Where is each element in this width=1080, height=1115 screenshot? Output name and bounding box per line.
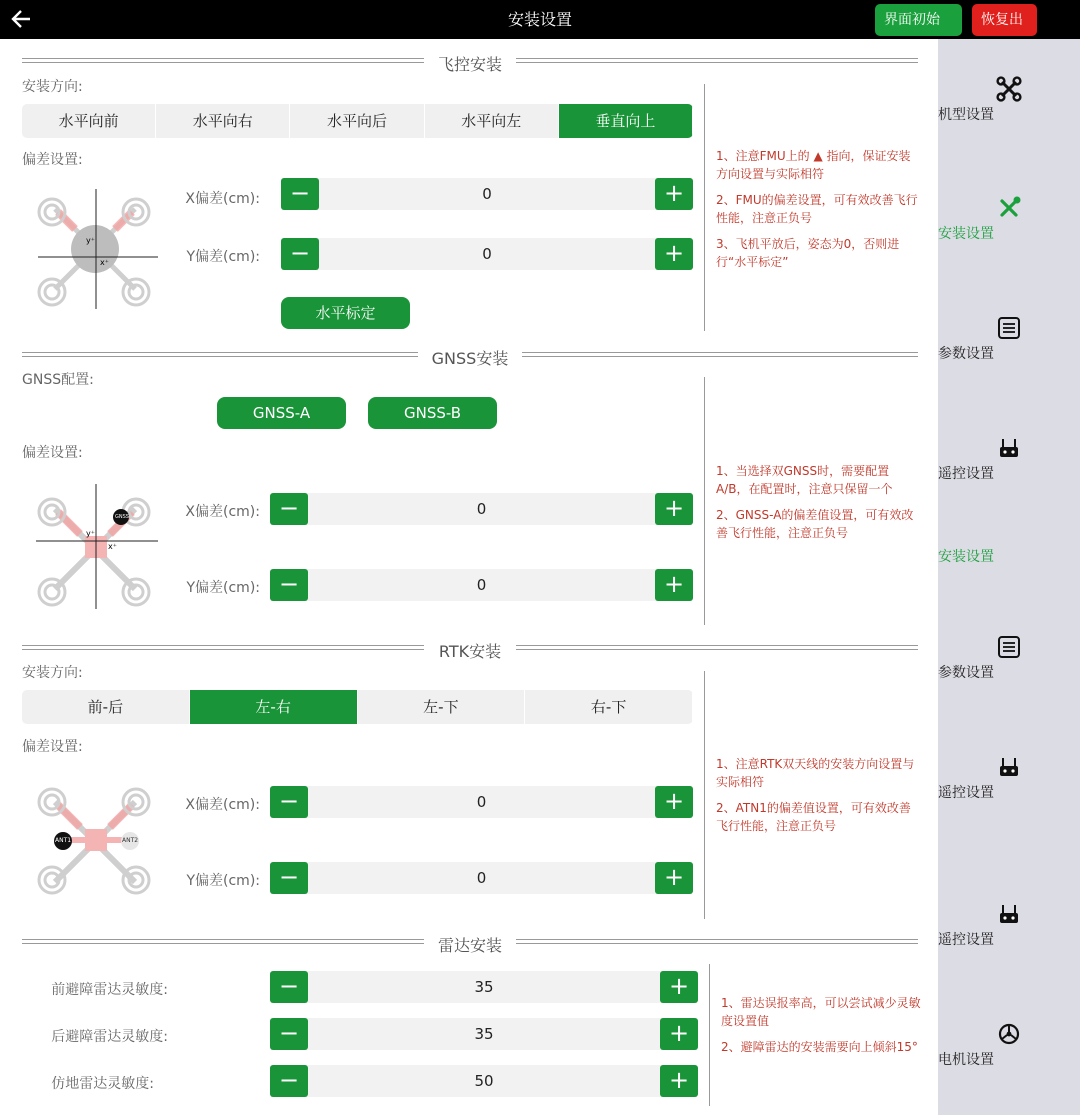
front-radar-sensitivity-label: 前避障雷达灵敏度: [51,982,168,998]
offset-label: 偏差设置: [22,739,83,755]
fc-x-offset-value[interactable]: 0 [482,185,492,203]
sliders-icon [996,315,1022,341]
sidebar-item-label: 安装设置 [938,549,994,565]
fc-dir-option[interactable]: 水平向后 [290,104,424,138]
note-item: 1、当选择双GNSS时，需要配置A/B，在配置时，注意只保留一个 [716,464,893,496]
gnss-antenna-label: GNSS [115,514,129,520]
note-item: 1、雷达误报率高，可以尝试减少灵敏度设置值 [721,996,921,1028]
sidebar-item-label: 遥控设置 [938,932,994,948]
sidebar-item-label: 参数设置 [938,346,994,362]
y-offset-label: Y偏差(cm): [186,249,260,265]
fc-dir-option[interactable]: 水平向前 [22,104,156,138]
sidebar-item-params[interactable] [938,315,1080,375]
increment-button[interactable]: + [655,178,693,210]
ant1-label: ANT1 [55,837,72,844]
divider [704,671,705,919]
section-title: RTK安装 [438,642,502,661]
install-direction-label: 安装方向: [22,665,83,681]
y-offset-label: Y偏差(cm): [186,873,260,889]
increment-button[interactable]: + [655,569,693,601]
fc-notes [716,147,920,279]
divider [704,377,705,625]
rtk-y-offset-stepper [270,862,693,894]
horizontal-calibration-button[interactable]: 水平标定 [281,297,410,329]
terrain-radar-sensitivity-label: 仿地雷达灵敏度: [51,1076,154,1092]
sidebar-item-remote-3[interactable] [938,901,1080,961]
motor-icon [996,1021,1022,1047]
divider [704,84,705,331]
rear-radar-stepper [270,1018,698,1050]
main-content [0,39,938,1115]
decrement-button[interactable]: − [270,1018,308,1050]
rear-radar-sensitivity-label: 后避障雷达灵敏度: [51,1029,168,1045]
sidebar-item-model[interactable] [938,76,1080,136]
decrement-button[interactable]: − [270,862,308,894]
sidebar-item-label: 电机设置 [938,1052,994,1068]
ant2-label: ANT2 [122,837,139,844]
increment-button[interactable]: + [655,862,693,894]
rtk-dir-option-selected[interactable]: 左-右 [190,690,358,724]
increment-button[interactable]: + [660,1018,698,1050]
section-title: 雷达安装 [437,936,502,955]
fc-x-offset-stepper [281,178,693,210]
rtk-x-offset-value[interactable]: 0 [476,793,487,811]
note-item: 3、飞机平放后，姿态为0，否则进行“水平标定” [716,237,900,269]
gnss-a-button[interactable]: GNSS-A [217,397,346,429]
sidebar-item-params-2[interactable] [938,634,1080,694]
fc-direction-selector [22,104,693,138]
rtk-y-offset-value[interactable]: 0 [476,869,487,887]
sliders-icon [996,634,1022,660]
gnss-drone-diagram [30,484,160,614]
decrement-button[interactable]: − [270,493,308,525]
install-direction-label: 安装方向: [22,79,83,95]
sidebar-item-remote-2[interactable] [938,754,1080,814]
increment-button[interactable]: + [660,971,698,1003]
gnss-b-button[interactable]: GNSS-B [368,397,497,429]
factory-reset-button[interactable]: 恢复出 [972,4,1037,36]
section-header-rtk [22,639,918,659]
wrench-icon [996,195,1022,221]
rtk-drone-diagram [30,777,160,907]
section-header-gnss [22,346,918,366]
increment-button[interactable]: + [655,493,693,525]
gnss-y-offset-value[interactable]: 0 [476,576,487,594]
init-ui-button[interactable]: 界面初始化 [875,4,962,36]
offset-label: 偏差设置: [22,152,83,168]
front-radar-value[interactable]: 35 [474,978,494,996]
remote-icon [996,435,1022,461]
section-title: 飞控安装 [437,55,502,74]
note-item: 2、避障雷达的安装需要向上倾斜15° [721,1040,918,1054]
fc-y-offset-value[interactable]: 0 [482,245,492,263]
fc-dir-option[interactable]: 水平向右 [156,104,290,138]
note-item: 2、GNSS-A的偏差值设置，可有效改善飞行性能，注意正负号 [716,508,914,540]
fc-dir-option[interactable]: 水平向左 [425,104,559,138]
fc-dir-option-selected[interactable]: 垂直向上 [559,104,693,138]
note-item: 2、ATN1的偏差值设置，可有效改善飞行性能，注意正负号 [716,801,911,833]
sidebar-item-label: 遥控设置 [938,466,994,482]
drone-icon [996,76,1022,102]
increment-button[interactable]: + [660,1065,698,1097]
decrement-button[interactable]: − [281,178,319,210]
terrain-radar-value[interactable]: 50 [474,1072,494,1090]
section-header-radar [22,933,918,953]
x-offset-label: X偏差(cm): [185,191,260,207]
terrain-radar-stepper [270,1065,698,1097]
note-item: 2、FMU的偏差设置，可有效改善飞行性能，注意正负号 [716,193,918,225]
section-title: GNSS安装 [431,349,509,368]
decrement-button[interactable]: − [270,786,308,818]
gnss-x-offset-stepper [270,493,693,525]
divider [709,964,710,1106]
note-item: 1、注意FMU上的 ▲ 指向，保证安装方向设置与实际相符 [716,149,911,181]
sidebar-item-remote[interactable] [938,435,1080,495]
offset-label: 偏差设置: [22,445,83,461]
note-item: 1、注意RTK双天线的安装方向设置与实际相符 [716,757,915,789]
decrement-button[interactable]: − [270,971,308,1003]
gnss-config-label: GNSS配置: [22,372,94,388]
rtk-notes [716,755,920,843]
x-offset-label: X偏差(cm): [185,797,260,813]
sidebar-item-label: 遥控设置 [938,785,994,801]
decrement-button[interactable]: − [281,238,319,270]
sidebar-item-label: 参数设置 [938,665,994,681]
increment-button[interactable]: + [655,786,693,818]
gnss-notes [716,462,920,550]
rtk-direction-selector [22,690,693,724]
page-title: 安装设置 [507,10,572,29]
sidebar-item-install[interactable] [938,195,1080,255]
decrement-button[interactable]: − [270,569,308,601]
rtk-dir-option[interactable]: 前-后 [22,690,190,724]
diagram-y-label: y⁺ [86,236,95,245]
increment-button[interactable]: + [655,238,693,270]
rtk-dir-option[interactable]: 左-下 [358,690,526,724]
sidebar-item-motor[interactable] [938,1021,1080,1081]
diagram-x-label: x⁺ [108,542,117,551]
remote-icon [996,754,1022,780]
decrement-button[interactable]: − [270,1065,308,1097]
fc-drone-diagram [30,184,160,314]
front-radar-stepper [270,971,698,1003]
radar-notes [721,994,925,1064]
gnss-y-offset-stepper [270,569,693,601]
sidebar [938,39,1080,1115]
rtk-dir-option[interactable]: 右-下 [525,690,693,724]
top-bar [0,0,1080,60]
x-offset-label: X偏差(cm): [185,504,260,520]
sidebar-item-install-2[interactable] [938,544,1080,574]
section-header-fc [22,52,918,72]
fc-y-offset-stepper [281,238,693,270]
y-offset-label: Y偏差(cm): [186,580,260,596]
diagram-y-label: y⁺ [86,529,95,538]
rtk-x-offset-stepper [270,786,693,818]
rear-radar-value[interactable]: 35 [474,1025,494,1043]
gnss-x-offset-value[interactable]: 0 [476,500,487,518]
diagram-x-label: x⁺ [100,258,109,267]
sidebar-item-label: 安装设置 [938,226,994,242]
sidebar-item-label: 机型设置 [938,107,994,123]
remote-icon [996,901,1022,927]
